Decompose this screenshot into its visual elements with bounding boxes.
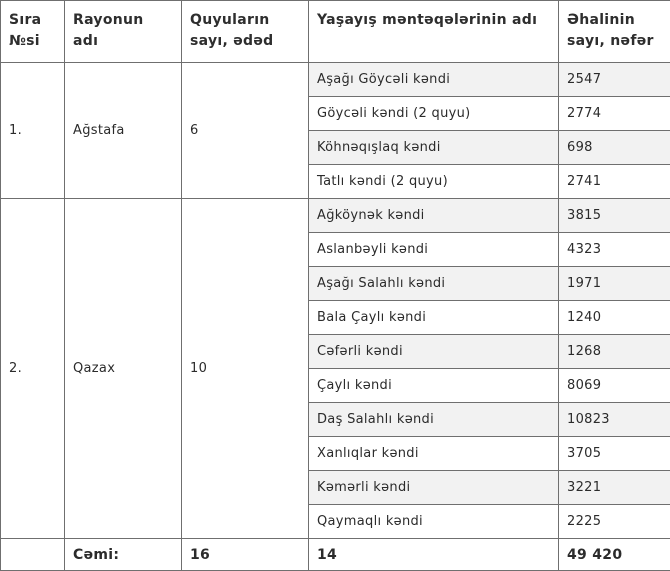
village-name: Cəfərli kəndi (309, 335, 559, 369)
group-wells: 6 (182, 63, 309, 199)
header-row (1, 1, 670, 63)
header-number: Sıra №si (1, 1, 65, 63)
village-population: 4323 (559, 233, 670, 267)
village-population: 10823 (559, 403, 670, 437)
village-name: Göycəli kəndi (2 quyu) (309, 97, 559, 131)
village-name: Bala Çaylı kəndi (309, 301, 559, 335)
village-name: Qaymaqlı kəndi (309, 505, 559, 539)
header-district: Rayonun adı (65, 1, 182, 63)
village-name: Ağköynək kəndi (309, 199, 559, 233)
group-number: 1. (1, 63, 65, 199)
group-district: Ağstafa (65, 63, 182, 199)
village-population: 2547 (559, 63, 670, 97)
village-population: 3815 (559, 199, 670, 233)
village-population: 3221 (559, 471, 670, 505)
village-population: 8069 (559, 369, 670, 403)
village-population: 1268 (559, 335, 670, 369)
village-population: 1240 (559, 301, 670, 335)
village-name: Tatlı kəndi (2 quyu) (309, 165, 559, 199)
village-population: 1971 (559, 267, 670, 301)
total-label: Cəmi: (65, 539, 182, 571)
village-name: Xanlıqlar kəndi (309, 437, 559, 471)
total-empty-cell (1, 539, 65, 571)
village-population: 3705 (559, 437, 670, 471)
group-district: Qazax (65, 199, 182, 539)
village-population: 698 (559, 131, 670, 165)
village-name: Aşağı Salahlı kəndi (309, 267, 559, 301)
total-population: 49 420 (559, 539, 670, 571)
total-villages: 14 (309, 539, 559, 571)
total-row (1, 539, 670, 571)
table-row (1, 199, 670, 233)
village-population: 2741 (559, 165, 670, 199)
village-population: 2225 (559, 505, 670, 539)
group-wells: 10 (182, 199, 309, 539)
village-name: Çaylı kəndi (309, 369, 559, 403)
village-population: 2774 (559, 97, 670, 131)
village-name: Daş Salahlı kəndi (309, 403, 559, 437)
village-name: Kəmərli kəndi (309, 471, 559, 505)
table-row (1, 63, 670, 97)
header-settlement-name: Yaşayış məntəqələrinin adı (309, 1, 559, 63)
header-population: Əhalinin sayı, nəfər (559, 1, 670, 63)
village-name: Aslanbəyli kəndi (309, 233, 559, 267)
group-number: 2. (1, 199, 65, 539)
total-wells: 16 (182, 539, 309, 571)
header-wells-count: Quyuların sayı, ədəd (182, 1, 309, 63)
village-name: Aşağı Göycəli kəndi (309, 63, 559, 97)
village-name: Köhnəqışlaq kəndi (309, 131, 559, 165)
